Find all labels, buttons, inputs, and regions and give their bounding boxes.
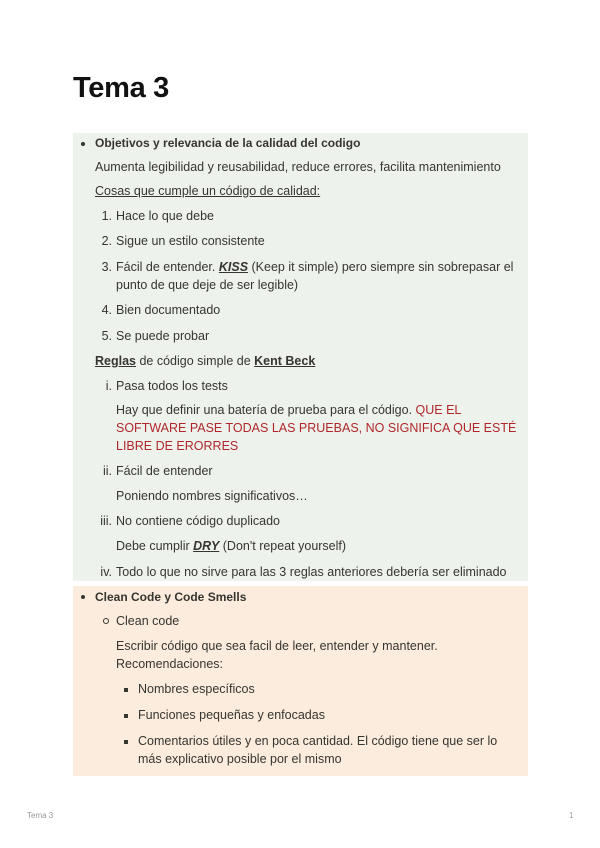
list-marker: 5. — [101, 329, 112, 343]
recommendation-item: Nombres específicos — [138, 682, 255, 696]
bullet-dot-icon — [81, 595, 85, 599]
bullet-square-icon — [124, 714, 128, 718]
note-text: (Don't repeat yourself) — [219, 539, 347, 553]
sub-heading: Clean code — [116, 614, 180, 628]
note-red: QUE EL — [415, 403, 462, 417]
page-title: Tema 3 — [73, 72, 169, 104]
list-marker: 2. — [101, 234, 112, 248]
recommendation-continuation: más explicativo posible por el mismo — [138, 752, 342, 766]
bullet-square-icon — [124, 688, 128, 692]
rule-item: Todo lo que no sirve para las 3 reglas anteriores debería ser eliminado — [116, 565, 507, 579]
footer-title: Tema 3 — [27, 811, 54, 820]
rule-item: Fácil de entender — [116, 464, 213, 478]
rule-item: Pasa todos los tests — [116, 379, 228, 393]
list-item: Sigue un estilo consistente — [116, 234, 265, 248]
list-item-continuation: punto de que deje de ser legible) — [116, 278, 299, 292]
recommendation-item: Funciones pequeñas y enfocadas — [138, 708, 325, 722]
list-item: Hace lo que debe — [116, 209, 214, 223]
rule-note — [116, 401, 461, 419]
description: Recomendaciones: — [116, 657, 224, 671]
rule-note-red: LIBRE DE ERORRES — [116, 439, 239, 453]
rule-item: No contiene código duplicado — [116, 514, 281, 528]
list-marker: ii. — [102, 464, 112, 478]
list-item: Se puede probar — [116, 329, 210, 343]
kent-beck: Kent Beck — [254, 354, 316, 368]
rule-note-red: SOFTWARE PASE TODAS LAS PRUEBAS, NO SIGNIFICA QUE ESTÉ — [116, 421, 517, 435]
bullet-dot-icon — [81, 142, 85, 146]
section-heading: Objetivos y relevancia de la calidad del codigo — [95, 136, 361, 150]
note-text: Hay que definir una batería de prueba para el código. — [116, 403, 416, 417]
recommendation-item: Comentarios útiles y en poca cantidad. El código tiene que ser lo — [138, 734, 498, 748]
list-marker: iv. — [100, 565, 112, 579]
note-text: Debe cumplir — [116, 539, 194, 553]
page-number: 1 — [569, 811, 574, 820]
rules-mid: de código simple de — [136, 354, 255, 368]
item-text: Fácil de entender. — [116, 260, 219, 274]
list-marker: 3. — [101, 260, 112, 274]
list-marker: iii. — [100, 514, 112, 528]
list-marker: 1. — [101, 209, 112, 223]
description: Escribir código que sea facil de leer, entender y mantener. — [116, 639, 438, 653]
rule-note: Poniendo nombres significativos… — [116, 489, 308, 503]
list-item — [116, 258, 513, 276]
dry-term: DRY — [193, 539, 220, 553]
list-marker: 4. — [101, 303, 112, 317]
list-item: Bien documentado — [116, 303, 221, 317]
section-summary: Aumenta legibilidad y reusabilidad, reduce errores, facilita mantenimiento — [95, 160, 501, 174]
bullet-square-icon — [124, 740, 128, 744]
list-title: Cosas que cumple un código de calidad: — [95, 184, 321, 198]
bullet-circle-icon — [103, 618, 109, 624]
item-text: (Keep it simple) pero siempre sin sobrepasar el — [248, 260, 514, 274]
list-marker: i. — [105, 379, 112, 393]
kiss-term: KISS — [218, 260, 249, 274]
rules-word: Reglas — [95, 354, 136, 368]
rules-heading — [95, 352, 315, 370]
rule-note — [116, 537, 346, 555]
section-heading: Clean Code y Code Smells — [95, 590, 247, 604]
